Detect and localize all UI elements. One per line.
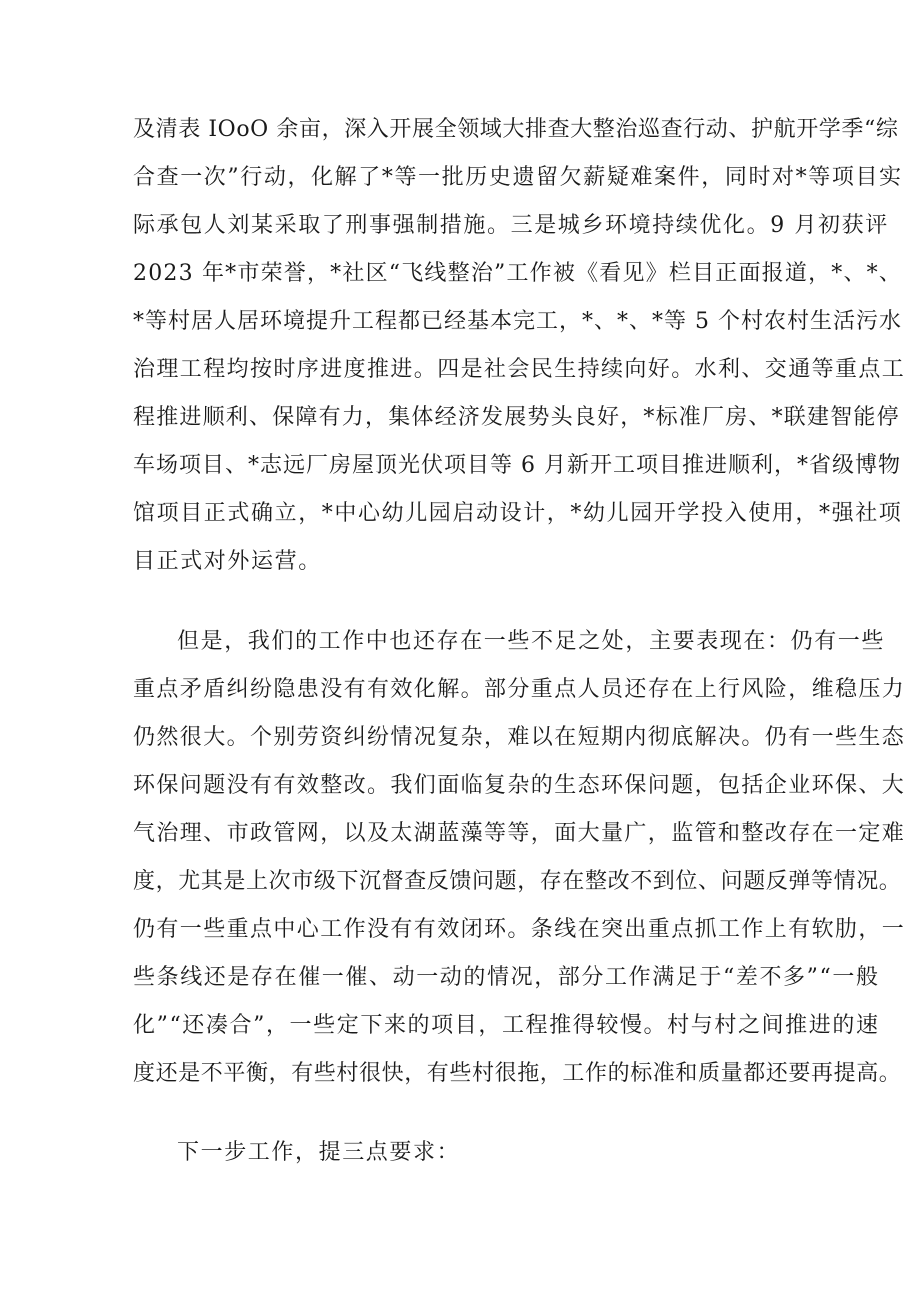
paragraph-2-line-2: 重点矛盾纠纷隐患没有有效化解。部分重点人员还存在上行风险，维稳压力 — [133, 677, 906, 702]
paragraph-1-line-4: 2023 年*市荣誉，*社区“飞线整治”工作被《看见》栏目正面报道，*、*、 — [133, 261, 903, 286]
paragraph-2-line-6: 度，尤其是上次市级下沉督查反馈问题，存在整改不到位、问题反弹等情况。 — [133, 869, 902, 894]
paragraph-1-line-10: 目正式对外运营。 — [133, 549, 322, 574]
paragraph-2-line-5: 气治理、市政管网，以及太湖蓝藻等等，面大量广，监管和整改存在一定难 — [133, 821, 906, 846]
paragraph-2-line-8: 些条线还是存在催一催、动一动的情况，部分工作满足于“差不多”“一般 — [133, 965, 880, 990]
paragraph-2-line-4: 环保问题没有有效整改。我们面临复杂的生态环保问题，包括企业环保、大 — [133, 773, 906, 798]
paragraph-2-line-7: 仍有一些重点中心工作没有有效闭环。条线在突出重点抓工作上有软肋，一 — [133, 917, 906, 942]
paragraph-1-line-7: 程推进顺利、保障有力，集体经济发展势头良好，*标准厂房、*联建智能停 — [133, 405, 900, 430]
paragraph-2-line-3: 仍然很大。个别劳资纠纷情况复杂，难以在短期内彻底解决。仍有一些生态 — [133, 725, 906, 750]
paragraph-1-line-3: 际承包人刘某采取了刑事强制措施。三是城乡环境持续优化。9 月初获评 — [133, 213, 889, 238]
paragraph-1-line-2: 合查一次”行动，化解了*等一批历史遗留欠薪疑难案件，同时对*等项目实 — [133, 165, 903, 190]
paragraph-3-line-1: 下一步工作，提三点要求： — [177, 1140, 461, 1165]
paragraph-2-line-1: 但是，我们的工作中也还存在一些不足之处，主要表现在：仍有一些 — [177, 629, 886, 654]
paragraph-1-line-1: 及清表 IOoO 余亩，深入开展全领域大排查大整治巡查行动、护航开学季“综 — [133, 117, 899, 142]
paragraph-1-line-6: 治理工程均按时序进度推进。四是社会民生持续向好。水利、交通等重点工 — [133, 357, 906, 382]
paragraph-1-line-9: 馆项目正式确立，*中心幼儿园启动设计，*幼儿园开学投入使用，*强社项 — [133, 501, 903, 526]
paragraph-1-line-8: 车场项目、*志远厂房屋顶光伏项目等 6 月新开工项目推进顺利，*省级博物 — [133, 453, 901, 478]
paragraph-1-line-5: *等村居人居环境提升工程都已经基本完工，*、*、*等 5 个村农村生活污水 — [133, 309, 902, 334]
paragraph-2-line-10: 度还是不平衡，有些村很快，有些村很拖，工作的标准和质量都还要再提高。 — [133, 1061, 902, 1086]
paragraph-2-line-9: 化”“还凑合”，一些定下来的项目，工程推得较慢。村与村之间推进的速 — [133, 1013, 880, 1038]
